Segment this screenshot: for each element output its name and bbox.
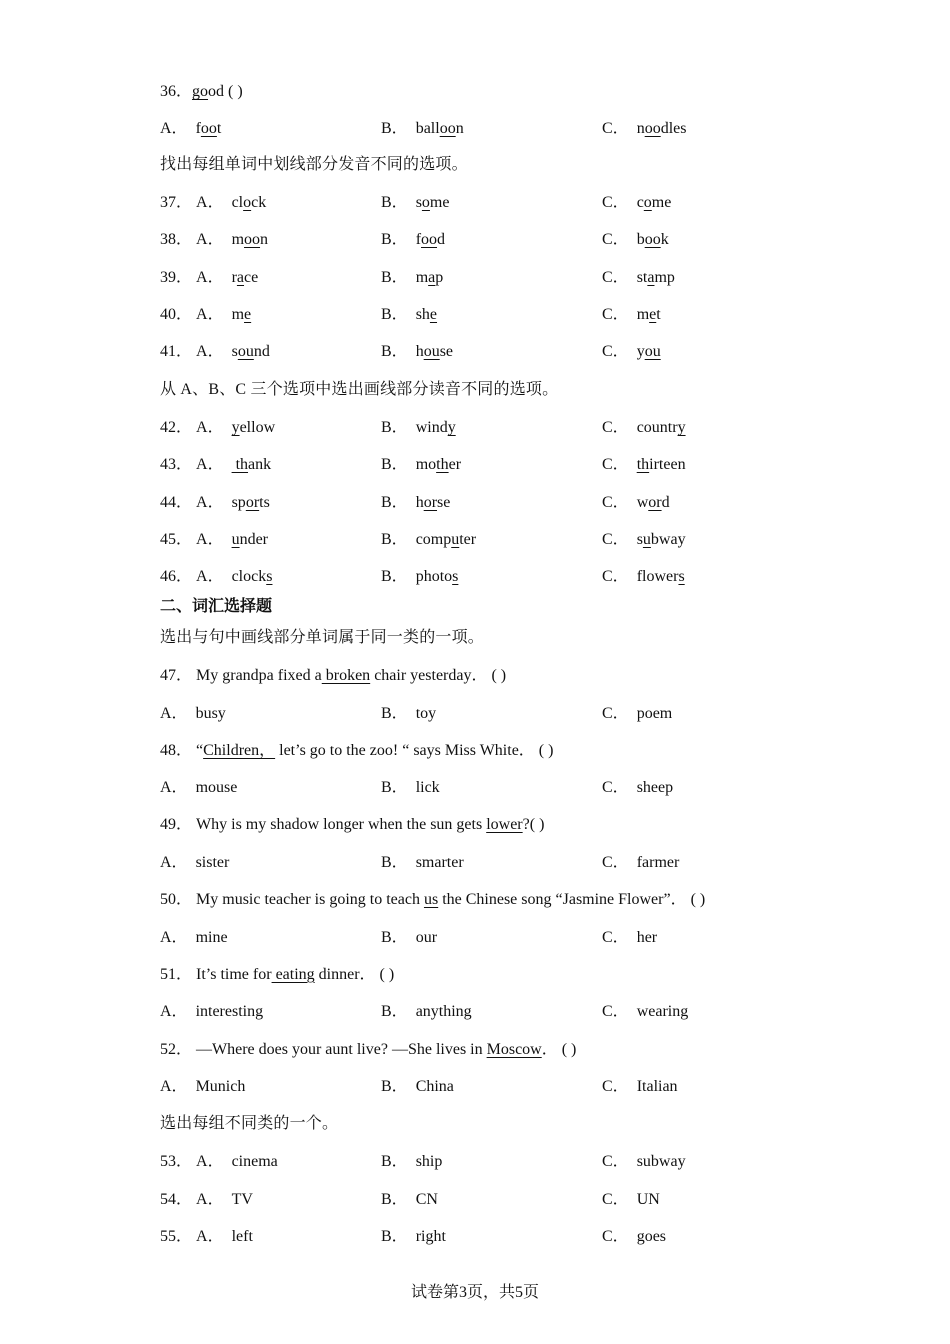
word-part: y [636,343,645,361]
option-a [160,418,275,438]
option-label: A． [196,231,224,249]
option-a [160,1002,263,1022]
option-c [602,530,686,550]
option-c [602,1190,660,1210]
underlined-part: ou [237,343,254,361]
underlined-part: u [231,530,240,548]
instruction-3: 选出与句中画线部分单词属于同一类的一项。 [160,629,485,646]
option-b [381,455,461,475]
option-label: C． [602,456,629,474]
option-a [160,268,258,288]
option-text: her [636,928,658,946]
underlined-part: u [642,530,651,548]
underlined-part: oo [244,231,261,249]
sentence-part: the Chinese song “Jasmine Flower”． ( ) [438,891,706,909]
option-text: toy [415,704,437,722]
underlined-word: Moscow [486,1040,542,1058]
option-label: C． [602,268,629,286]
question-number: 37． [160,194,193,211]
question-sentence [160,965,394,985]
sentence-part: My grandpa fixed a [196,667,322,684]
answer-blank: ( ) [224,83,243,100]
option-label: B． [381,1078,408,1095]
option-text: farmer [636,853,680,871]
option-label: B． [381,1228,408,1245]
option-label: A． [196,419,224,436]
option-text: Italian [636,1078,678,1095]
option-c [602,704,672,724]
option-c [602,455,686,475]
option-text: busy [195,704,226,722]
option-a [160,1190,253,1210]
option-b [381,853,464,873]
question-number: 41． [160,343,193,361]
option-label: A． [160,120,188,137]
option-c [602,1152,686,1172]
word-part: b [636,231,645,249]
option-c [602,342,661,362]
option-text: poem [636,704,673,722]
question-36 [160,82,243,102]
question-number: 50． [160,891,193,909]
option-b [381,342,453,362]
word-part: p [435,268,444,286]
option-c [602,230,669,250]
underlined-part: th [436,456,449,474]
option-a [160,193,266,213]
option-c [602,1077,678,1097]
option-text: CN [415,1190,438,1208]
option-label: B． [381,305,408,323]
word-part: flower [636,568,679,586]
word-part: w [636,493,649,511]
option-b [381,1002,472,1022]
question-number: 53． [160,1153,193,1170]
option-label: B． [381,493,408,511]
option-b [381,193,449,213]
option-text: TV [231,1190,253,1208]
word-part: f [195,120,201,137]
option-a [160,778,237,798]
underlined-word: broken [321,667,371,684]
option-text: wearing [636,1003,689,1021]
word-part: s [636,530,643,548]
underlined-part: e [649,305,657,323]
question-sentence [160,741,553,761]
question-number: 43． [160,456,193,474]
word-part: d [437,231,446,249]
option-c [602,567,685,587]
option-text: cinema [231,1153,278,1170]
underlined-part: ou [423,343,440,361]
underlined-part: a [236,268,245,286]
underlined-part: u [451,530,460,548]
word-part: wind [415,419,448,436]
option-label: A． [160,704,188,722]
option-c [602,493,670,513]
option-a [160,567,272,587]
question-number: 55． [160,1228,193,1245]
option-label: B． [381,779,408,797]
option-b [381,1152,442,1172]
underlined-part: go [192,83,209,100]
option-text: mine [195,928,228,946]
sentence-part: Why is my shadow longer when the sun gets [196,816,487,834]
word-part: ball [415,120,440,137]
question-number: 52． [160,1040,193,1058]
sentence-part: —Where does your aunt live? —She lives in [196,1040,487,1058]
question-number: 46． [160,568,193,586]
sentence-part: chair yesterday． ( ) [370,667,507,684]
option-a [160,342,270,362]
option-label: B． [381,419,408,436]
option-text: subway [636,1153,686,1170]
option-a [160,119,221,139]
underlined-part: y [231,419,240,436]
option-text: interesting [195,1003,264,1021]
instruction-2: 从 A、B、C 三个选项中选出画线部分读音不同的选项。 [160,381,559,398]
underlined-part: e [244,305,252,323]
option-c [602,305,661,325]
option-label: C． [602,120,629,137]
option-b [381,418,456,438]
option-label: C． [602,1190,629,1208]
section-title: 二、词汇选择题 [160,598,273,615]
option-text: left [231,1228,253,1245]
underlined-part: th [231,456,249,474]
word-part: d [661,493,670,511]
option-label: B． [381,568,408,586]
option-a [160,704,226,724]
word-part: k [660,231,669,249]
word-part: nd [253,343,270,361]
underlined-word: eating [271,965,315,983]
option-c [602,778,673,798]
option-label: C． [602,419,629,436]
question-sentence [160,666,506,686]
option-label: C． [602,928,629,946]
underlined-part: th [636,456,650,474]
option-label: B． [381,456,408,474]
word-part: m [231,305,245,323]
option-label: C． [602,493,629,511]
word-part: ank [248,456,272,474]
option-label: B． [381,1153,408,1170]
option-label: C． [602,853,629,871]
question-number: 38． [160,231,193,249]
question-sentence [160,1040,576,1060]
option-label: A． [196,493,224,511]
option-label: A． [196,1190,224,1208]
option-label: C． [602,779,629,797]
word-part: n [455,120,464,137]
option-label: A． [160,1003,188,1021]
word-part: comp [415,530,452,548]
underlined-part: oo [421,231,438,249]
word-part: sh [415,305,430,323]
option-text: our [415,928,438,946]
underlined-part: s [266,568,273,586]
option-a [160,455,271,475]
option-label: B． [381,194,408,211]
sentence-part: ?( ) [522,816,545,834]
question-number: 54． [160,1190,193,1208]
instruction-4: 选出每组不同类的一个。 [160,1115,339,1132]
option-label: C． [602,568,629,586]
option-label: C． [602,1078,629,1095]
option-text: ship [415,1153,443,1170]
option-text: Munich [195,1078,246,1095]
option-c [602,119,686,139]
option-label: A． [160,779,188,797]
option-text: lick [415,779,440,797]
option-b [381,1077,454,1097]
word-part: f [415,231,422,249]
option-label: B． [381,1003,408,1021]
option-c [602,853,679,873]
option-label: C． [602,194,629,211]
question-sentence [160,815,544,835]
option-label: A． [196,568,224,586]
option-b [381,268,443,288]
word-part: mp [654,268,675,286]
option-text: mouse [195,779,238,797]
option-label: A． [196,343,224,361]
option-a [160,1152,278,1172]
option-label: C． [602,231,629,249]
option-label: A． [160,853,188,871]
option-label: A． [196,1228,224,1245]
option-c [602,268,675,288]
option-b [381,119,464,139]
option-label: B． [381,530,408,548]
option-a [160,1077,245,1097]
option-c [602,193,671,213]
underlined-word: Children， [203,741,276,759]
option-label: B． [381,231,408,249]
option-label: B． [381,928,408,946]
word-part: c [636,194,644,211]
word-part: n [260,231,269,249]
option-a [160,853,229,873]
option-label: B． [381,704,408,722]
option-label: A． [160,928,188,946]
option-text: right [415,1228,446,1245]
word-part: dles [660,120,687,137]
sentence-part: “ [196,741,204,759]
underlined-part: o [243,194,252,211]
instruction-1: 找出每组单词中划线部分发音不同的选项。 [160,156,468,173]
word-part: clock [231,568,267,586]
word-part: ts [259,493,270,511]
word-part: ter [459,530,477,548]
question-number: 39． [160,268,193,286]
option-text: sister [195,853,230,871]
option-b [381,493,450,513]
word-part: countr [636,419,678,436]
sentence-part: My music teacher is going to teach [196,891,424,909]
sentence-part: It’s time for [196,965,272,983]
option-label: A． [196,268,224,286]
option-text: UN [636,1190,660,1208]
option-text: anything [415,1003,472,1021]
sentence-part: let’s go to the zoo! “ says Miss White． ( ) [275,741,554,759]
option-c [602,1227,666,1247]
option-b [381,305,437,325]
word-part: er [448,456,462,474]
option-label: A． [196,1153,224,1170]
option-a [160,530,268,550]
question-number: 42． [160,419,193,436]
option-c [602,1002,688,1022]
option-c [602,928,657,948]
option-text: sheep [636,779,674,797]
underlined-word: us [423,891,439,909]
underlined-part: a [647,268,655,286]
page-footer: 试卷第3页，共5页 [410,1284,539,1301]
word-part: h [415,343,424,361]
option-a [160,305,251,325]
underlined-part: s [452,568,459,586]
sentence-part: dinner． ( ) [314,965,395,983]
word-part: s [231,343,238,361]
word-part: mo [415,456,437,474]
word-part: bway [650,530,686,548]
word-part: m [636,305,650,323]
underlined-part: y [447,419,456,436]
option-label: A． [196,456,224,474]
word-part: photo [415,568,453,586]
option-a [160,1227,253,1247]
underlined-part: or [245,493,260,511]
option-label: A． [196,194,224,211]
option-label: C． [602,343,629,361]
option-b [381,928,437,948]
option-b [381,778,440,798]
question-number: 47． [160,667,193,684]
word-part: se [439,343,454,361]
option-label: C． [602,530,629,548]
word-part: ck [251,194,267,211]
option-text: China [415,1078,454,1095]
option-label: B． [381,853,408,871]
underlined-part: oo [644,120,661,137]
option-label: C． [602,1228,629,1245]
question-number: 45． [160,530,193,548]
word-part: irteen [649,456,686,474]
question-sentence [160,890,705,910]
option-b [381,1190,438,1210]
option-label: B． [381,1190,408,1208]
option-label: C． [602,1153,629,1170]
word-part: t [216,120,222,137]
underlined-part: o [643,194,652,211]
option-b [381,230,445,250]
word-part: nder [239,530,269,548]
underlined-part: oo [200,120,217,137]
underlined-part: or [648,493,662,511]
option-label: B． [381,268,408,286]
question-number: 51． [160,965,193,983]
option-label: C． [602,1003,629,1021]
word-part: n [636,120,645,137]
option-a [160,928,228,948]
underlined-part: oo [644,231,661,249]
underlined-part: o [421,194,430,211]
word-part: ellow [239,419,276,436]
option-label: A． [160,1078,188,1095]
question-number: 48． [160,741,193,759]
option-label: B． [381,120,408,137]
option-a [160,493,270,513]
word-part: sp [231,493,246,511]
option-a [160,230,268,250]
word-part: t [656,305,661,323]
underlined-part: a [428,268,436,286]
option-b [381,530,476,550]
word-part: m [415,268,429,286]
underlined-part: s [678,568,685,586]
word-part: me [429,194,450,211]
underlined-part: or [423,493,438,511]
option-label: A． [196,305,224,323]
word-part: m [231,231,245,249]
option-b [381,1227,446,1247]
option-label: C． [602,305,629,323]
question-number: 40． [160,305,193,323]
question-number: 44． [160,493,193,511]
option-label: C． [602,704,629,722]
option-b [381,704,436,724]
word-part: me [651,194,672,211]
word-part: od [208,83,225,100]
option-label: A． [196,530,224,548]
word-part: cl [231,194,244,211]
underlined-part: e [429,305,438,323]
question-number: 36． [160,83,193,100]
word-part: ce [244,268,259,286]
option-text: smarter [415,853,464,871]
word-part: r [231,268,237,286]
option-label: B． [381,343,408,361]
underlined-word: lower [486,816,523,834]
underlined-part: ou [644,343,661,361]
word-part: st [636,268,648,286]
question-number: 49． [160,816,193,834]
option-c [602,418,686,438]
underlined-part: y [677,419,686,436]
word-part: se [437,493,451,511]
option-b [381,567,458,587]
word-part: s [415,194,422,211]
word-part: h [415,493,424,511]
option-text: goes [636,1228,667,1245]
sentence-part: ． ( ) [541,1040,577,1058]
underlined-part: oo [439,120,456,137]
